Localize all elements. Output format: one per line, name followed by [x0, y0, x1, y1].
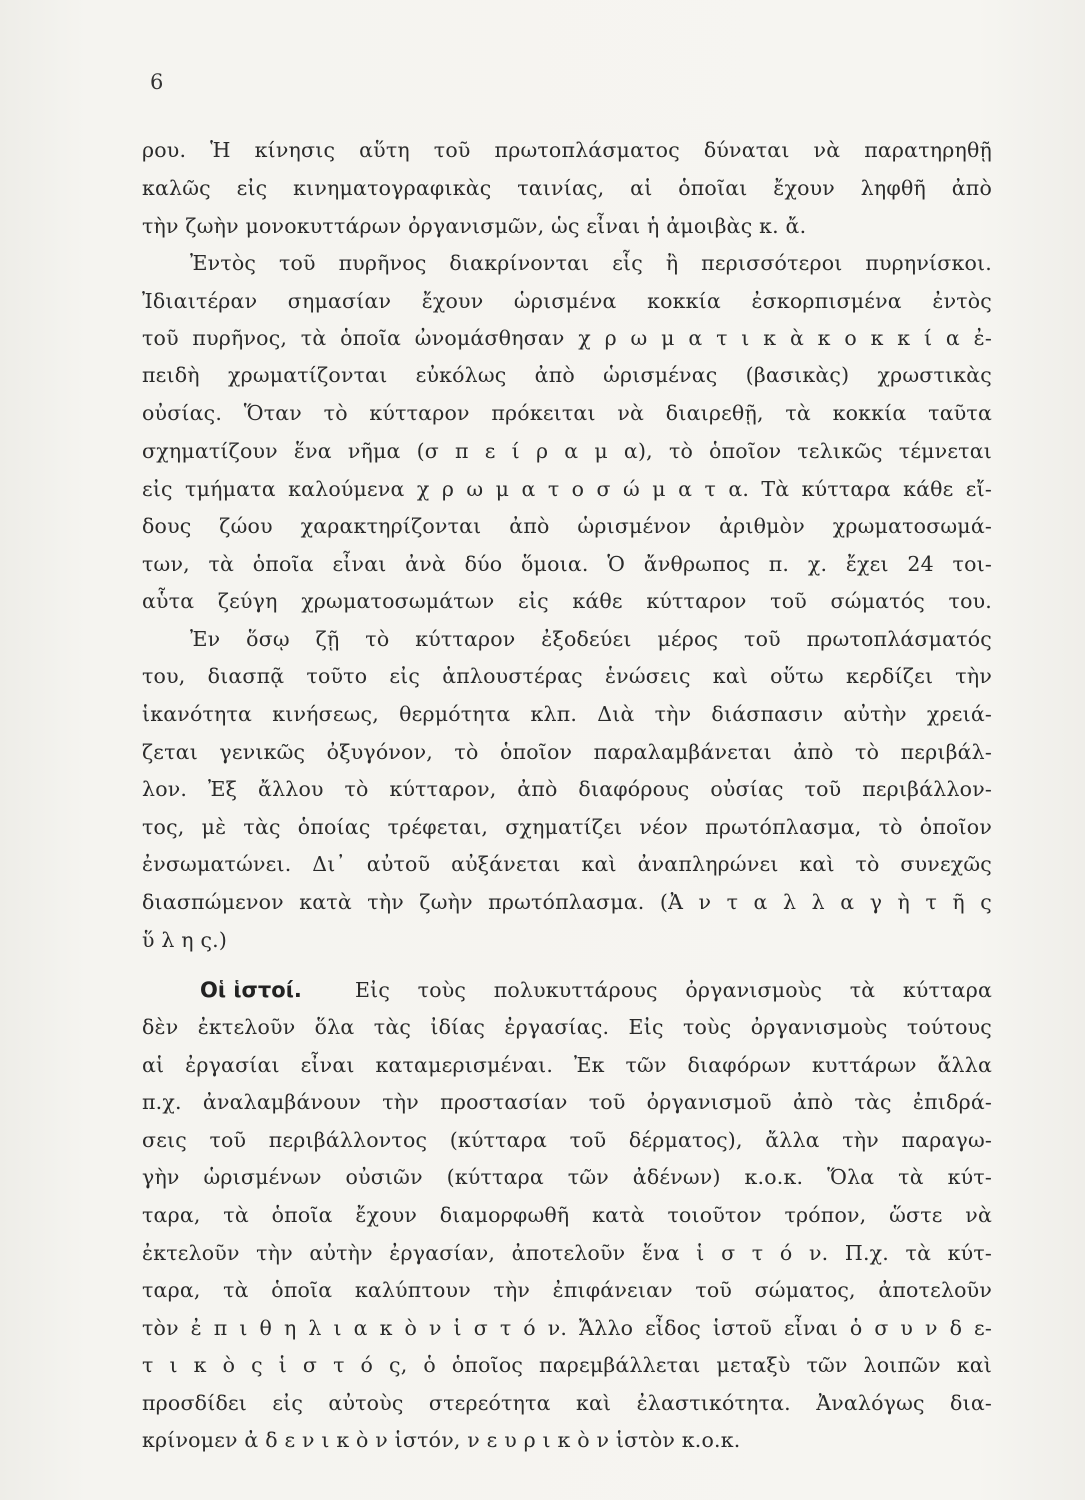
text-line: τὸν ἐ π ι θ η λ ι α κ ὸ ν ἱ σ τ ό ν. Ἄλλο εἶδος ἱστοῦ εἶναι ὁ σ υ ν δ ε-: [142, 1316, 992, 1340]
text-line: καλῶς εἰς κινηματογραφικὰς ταινίας, αἱ ὁποῖαι ἔχουν ληφθῆ ἀπὸ: [142, 176, 992, 200]
text-line: ὕ λ η ς.): [142, 928, 228, 952]
text-line: δους ζώου χαρακτηρίζονται ἀπὸ ὡρισμένον ἀριθμὸν χρωματοσωμά-: [142, 514, 992, 538]
text-line: λον. Ἐξ ἄλλου τὸ κύτταρον, ἀπὸ διαφόρους οὐσίας τοῦ περιβάλλον-: [142, 777, 992, 801]
text-line: οὐσίας. Ὅταν τὸ κύτταρον πρόκειται νὰ διαιρεθῇ, τὰ κοκκία ταῦτα: [142, 401, 992, 425]
text-line: τὴν ζωὴν μονοκυττάρων ὀργανισμῶν, ὡς εἶναι ἡ ἀμοιβὰς κ. ἄ.: [142, 214, 807, 238]
text-line: διασπώμενον κατὰ τὴν ζωὴν πρωτόπλασμα. (Ἀ ν τ α λ λ α γ ὴ τ ῆ ς: [142, 890, 992, 914]
text-line: δὲν ἐκτελοῦν ὅλα τὰς ἰδίας ἐργασίας. Εἰς τοὺς ὀργανισμοὺς τούτους: [142, 1015, 992, 1039]
text-line: ταρα, τὰ ὁποῖα ἔχουν διαμορφωθῆ κατὰ τοιοῦτον τρόπον, ὥστε νὰ: [142, 1203, 992, 1227]
text-line: πειδὴ χρωματίζονται εὐκόλως ἀπὸ ὡρισμένας (βασικὰς) χρωστικὰς: [142, 363, 992, 387]
text-line: ἐνσωματώνει. Δι᾿ αὐτοῦ αὐξάνεται καὶ ἀναπληρώνει καὶ τὸ συνεχῶς: [142, 852, 992, 876]
text-line: των, τὰ ὁποῖα εἶναι ἀνὰ δύο ὅμοια. Ὁ ἄνθρωπος π. χ. ἔχει 24 τοι-: [142, 552, 992, 576]
text-line: προσδίδει εἰς αὐτοὺς στερεότητα καὶ ἐλαστικότητα. Ἀναλόγως δια-: [142, 1391, 992, 1415]
text-line: ἐκτελοῦν τὴν αὐτὴν ἐργασίαν, ἀποτελοῦν ἕνα ἱ σ τ ό ν. Π.χ. τὰ κύτ-: [142, 1241, 992, 1265]
text-line: τοῦ πυρῆνος, τὰ ὁποῖα ὠνομάσθησαν χ ρ ω μ α τ ι κ ὰ κ ο κ κ ί α ἐ-: [142, 326, 992, 350]
text-line: Εἰς τοὺς πολυκυττάρους ὀργανισμοὺς τὰ κύτταρα: [355, 978, 992, 1002]
text-line: Ἐντὸς τοῦ πυρῆνος διακρίνονται εἷς ἢ περισσότεροι πυρηνίσκοι.: [190, 251, 992, 275]
page-number: 6: [150, 70, 164, 94]
text-line: αἱ ἐργασίαι εἶναι καταμερισμέναι. Ἐκ τῶν διαφόρων κυττάρων ἄλλα: [142, 1053, 992, 1077]
text-line: Ἰδιαιτέραν σημασίαν ἔχουν ὡρισμένα κοκκία ἐσκορπισμένα ἐντὸς: [142, 289, 992, 313]
text-line: ρου. Ἡ κίνησις αὕτη τοῦ πρωτοπλάσματος δύναται νὰ παρατηρηθῇ: [142, 138, 992, 162]
text-line: ἱκανότητα κινήσεως, θερμότητα κλπ. Διὰ τὴν διάσπασιν αὐτὴν χρειά-: [142, 702, 992, 726]
text-line: ζεται γενικῶς ὀξυγόνον, τὸ ὁποῖον παραλαμβάνεται ἀπὸ τὸ περιβάλ-: [142, 740, 992, 764]
text-line: τ ι κ ὸ ς ἱ σ τ ό ς, ὁ ὁποῖος παρεμβάλλεται μεταξὺ τῶν λοιπῶν καὶ: [142, 1353, 992, 1377]
text-line: Ἐν ὅσῳ ζῇ τὸ κύτταρον ἐξοδεύει μέρος τοῦ πρωτοπλάσματός: [190, 627, 992, 651]
text-line: σεις τοῦ περιβάλλοντος (κύτταρα τοῦ δέρματος), ἄλλα τὴν παραγω-: [142, 1128, 992, 1152]
text-line: ταρα, τὰ ὁποῖα καλύπτουν τὴν ἐπιφάνειαν τοῦ σώματος, ἀποτελοῦν: [142, 1278, 992, 1302]
section-heading: Οἱ ἱστοί.: [200, 978, 302, 1002]
text-line: τος, μὲ τὰς ὁποίας τρέφεται, σχηματίζει νέον πρωτόπλασμα, τὸ ὁποῖον: [142, 815, 992, 839]
text-line: γὴν ὡρισμένων οὐσιῶν (κύτταρα τῶν ἀδένων) κ.ο.κ. Ὅλα τὰ κύτ-: [142, 1165, 992, 1189]
text-line: αὗτα ζεύγη χρωματοσωμάτων εἰς κάθε κύτταρον τοῦ σώματός του.: [142, 589, 992, 613]
text-line: π.χ. ἀναλαμβάνουν τὴν προστασίαν τοῦ ὀργανισμοῦ ἀπὸ τὰς ἐπιδρά-: [142, 1090, 992, 1114]
text-line: κρίνομεν ἀ δ ε ν ι κ ὸ ν ἱστόν, ν ε υ ρ ι κ ὸ ν ἱστὸν κ.ο.κ.: [142, 1428, 741, 1452]
text-line: εἰς τμήματα καλούμενα χ ρ ω μ α τ ο σ ώ μ α τ α. Τὰ κύτταρα κάθε εἴ-: [142, 477, 992, 501]
text-line: σχηματίζουν ἕνα νῆμα (σ π ε ί ρ α μ α), τὸ ὁποῖον τελικῶς τέμνεται: [142, 439, 992, 463]
text-line: του, διασπᾷ τοῦτο εἰς ἁπλουστέρας ἑνώσεις καὶ οὕτω κερδίζει τὴν: [142, 664, 992, 688]
